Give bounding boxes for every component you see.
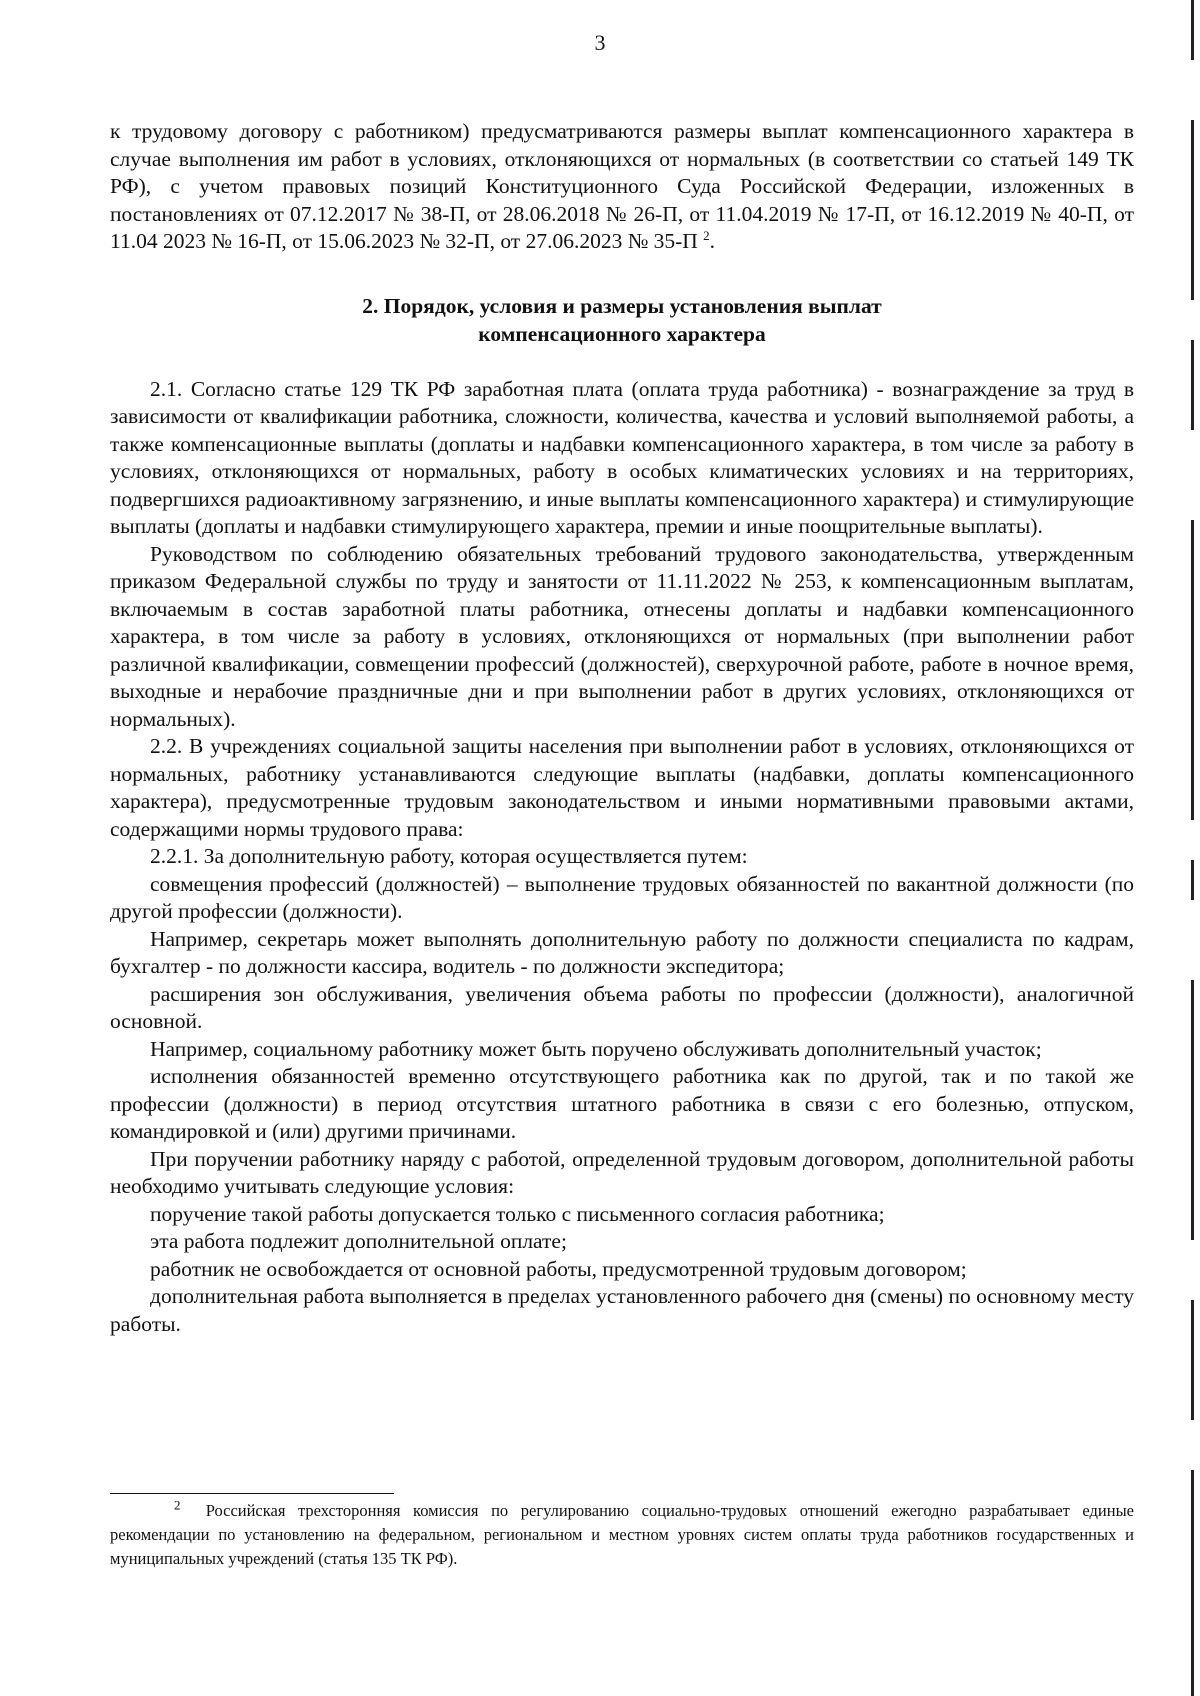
paragraph-substitution: исполнения обязанностей временно отсутствующего работника как по другой, так и по такой же профессии (должности) в период отсутствия штатного работника в связи с его болезнью, отпуском, командировкой и (или) другими причинами. [110, 1064, 1134, 1143]
document-body [110, 118, 1134, 1338]
scan-edge-mark [1191, 0, 1194, 1696]
paragraph-condition-main-work: работник не освобождается от основной работы, предусмотренной трудовым договором; [150, 1256, 967, 1281]
paragraph-2-2-1: 2.2.1. За дополнительную работу, которая осуществляется путем: [150, 844, 748, 868]
intro-paragraph [110, 118, 1134, 256]
paragraph-2-1: 2.1. Согласно статье 129 ТК РФ заработная плата (оплата труда работника) - вознаграждение за труд в зависимости от квалификации работника, сложности, количества, качества и условий выполняемой работы, а также компенсационные выплаты (доплаты и надбавки компенсационного характера, в том числе за работу в условиях, отклоняющихся от нормальных, работу в особых климатических условиях и на территориях, подвергшихся радиоактивному загрязнению, и иные выплаты компенсационного характера) и стимулирующие выплаты (доплаты и надбавки стимулирующего характера, премии и иные поощрительные выплаты). [110, 376, 1134, 538]
intro-paragraph-end: . [709, 229, 716, 253]
footnote-marker: 2 [174, 1497, 181, 1513]
footnote-divider [110, 1493, 394, 1494]
paragraph-condition-payment: эта работа подлежит дополнительной оплате; [150, 1229, 567, 1253]
paragraph-example-secretary: Например, секретарь может выполнять дополнительную работу по должности специалиста по кадрам, бухгалтер - по должности кассира, водитель - по должности экспедитора; [110, 926, 1134, 978]
paragraph-2-2: 2.2. В учреждениях социальной защиты населения при выполнении работ в условиях, отклоняющихся от нормальных, работнику устанавливаются следующие выплаты (надбавки, доплаты компенсационного характера), предусмотренные трудовым законодательством и иными нормативными правовыми актами, содержащими нормы трудового права: [110, 734, 1134, 841]
intro-paragraph-text: к трудовому договору с работником) предусматриваются размеры выплат компенсационного характера в случае выполнения им работ в условиях, отклоняющихся от нормальных (в соответствии со статьей 149 ТК РФ), с учетом правовых позиций Конституционного Суда Российской Федерации, изложенных в постановлениях от 07.12.2017 № 38-П, от 28.06.2018 № 26-П, от 11.04.2019 № 17-П, от 16.12.2019 № 40-П, от 11.04 2023 № 16-П, от 15.06.2023 № 32-П, от 27.06.2023 № 35-П [110, 119, 1134, 253]
section-title-line-2: компенсационного характера [478, 321, 766, 346]
paragraph-condition-consent: поручение такой работы допускается только с письменного согласия работника; [150, 1201, 885, 1226]
paragraph-example-social-worker: Например, социальному работнику может быть поручено обслуживать дополнительный участок; [150, 1036, 1042, 1061]
section-title [110, 292, 1134, 348]
paragraph-combination: совмещения профессий (должностей) – выполнение трудовых обязанностей по вакантной должности (по другой профессии (должности). [110, 871, 1134, 923]
footnote [110, 1499, 1134, 1571]
paragraph-condition-hours: дополнительная работа выполняется в пределах установленного рабочего дня (смены) по основному месту работы. [110, 1284, 1134, 1336]
paragraph-expansion: расширения зон обслуживания, увеличения объема работы по профессии (должности), аналогичной основной. [110, 981, 1134, 1033]
footnote-text: Российская трехсторонняя комиссия по регулированию социально-трудовых отношений ежегодно разрабатывает единые рекомендации по установлению на федеральном, региональном и местном уровнях систем оплаты труда работников государственных и муниципальных учреждений (статья 135 ТК РФ). [110, 1501, 1135, 1568]
paragraph-guidance: Руководством по соблюдению обязательных требований трудового законодательства, утвержденным приказом Федеральной службы по труду и занятости от 11.11.2022 № 253, к компенсационным выплатам, включаемым в состав заработной платы работника, отнесены доплаты и надбавки компенсационного характера, в том числе за работу в условиях, отклоняющихся от нормальных (при выполнении работ различной квалификации, совмещении профессий (должностей), сверхурочной работе, работе в ночное время, выходные и нерабочие праздничные дни и при выполнении работ в других условиях, отклоняющихся от нормальных). [110, 541, 1134, 731]
footnote-reference: 2 [703, 227, 710, 243]
page-number: 3 [594, 30, 606, 55]
paragraph-conditions-intro: При поручении работнику наряду с работой, определенной трудовым договором, дополнительной работы необходимо учитывать следующие условия: [110, 1146, 1134, 1198]
section-title-line-1: 2. Порядок, условия и размеры установления выплат [362, 293, 882, 318]
